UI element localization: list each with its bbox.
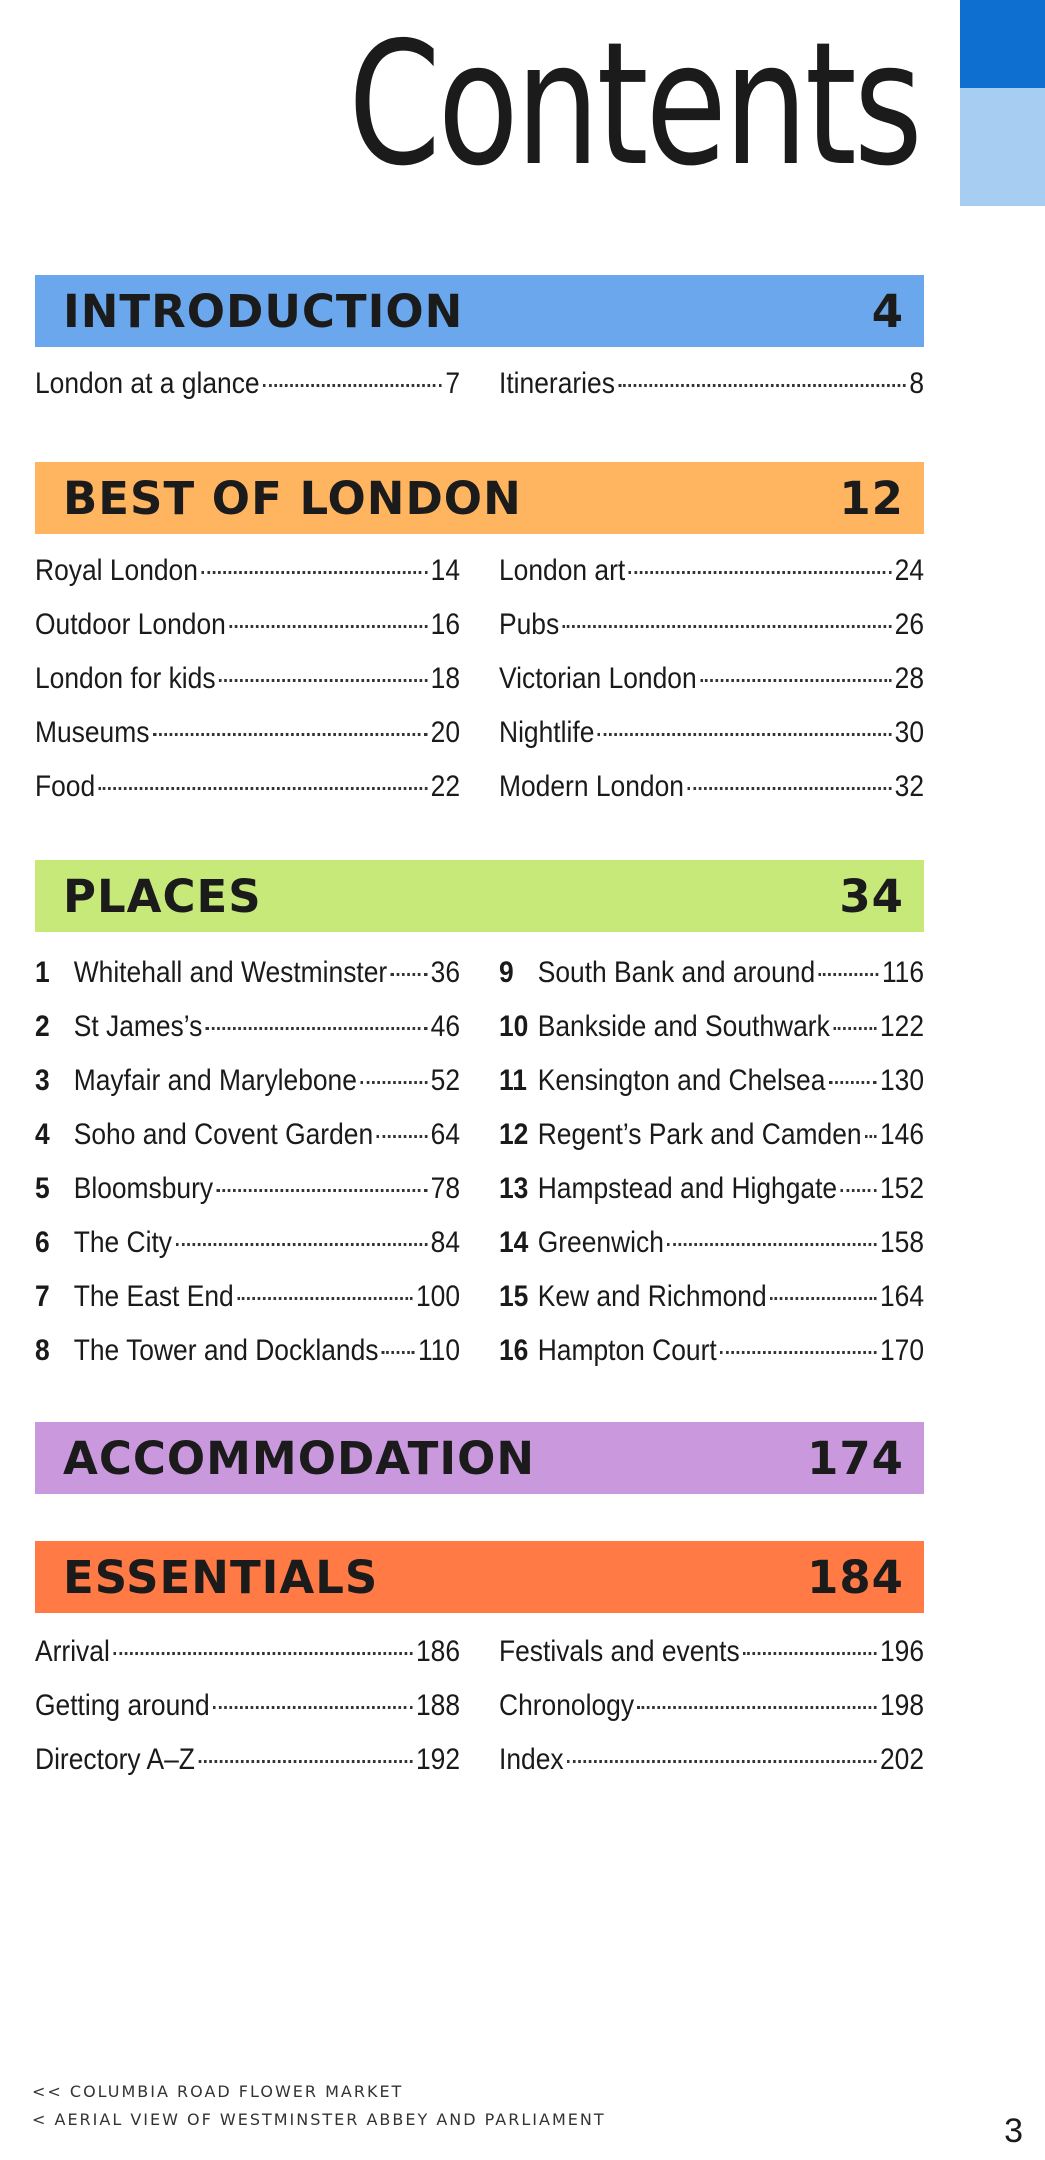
dot-leader [638, 1706, 877, 1709]
dot-leader [687, 787, 891, 790]
toc-entry[interactable] [35, 770, 460, 824]
dot-leader [567, 1760, 876, 1763]
toc-entry-number: 6 [35, 1226, 50, 1259]
toc-entry-label: Festivals and events [499, 1635, 740, 1668]
toc-entry[interactable] [499, 662, 924, 716]
toc-entry[interactable] [499, 1064, 924, 1118]
toc-entry[interactable] [499, 1334, 924, 1388]
toc-entry-page: 186 [415, 1635, 461, 1668]
toc-entry[interactable] [35, 1743, 460, 1797]
dot-leader [219, 679, 427, 682]
toc-entry-label: Arrival [35, 1635, 110, 1668]
places-right [499, 956, 924, 1388]
toc-entry[interactable] [499, 770, 924, 824]
introduction-right [499, 367, 924, 421]
toc-entry-page: 64 [430, 1118, 461, 1151]
toc-entry-page: 14 [430, 554, 461, 587]
dot-leader [819, 973, 879, 976]
dot-leader [618, 384, 905, 387]
essentials-left [35, 1635, 460, 1797]
toc-entry-number: 3 [35, 1064, 50, 1097]
toc-entry-label: Hampstead and Highgate [537, 1172, 838, 1205]
toc-entry-page: 116 [881, 956, 925, 989]
introduction-page: 4 [871, 284, 904, 338]
dot-leader [667, 1243, 876, 1246]
toc-entry-label: Food [35, 770, 96, 803]
toc-entry-page: 20 [430, 716, 461, 749]
toc-entry-page: 110 [417, 1334, 461, 1367]
toc-entry-label: Bloomsbury [73, 1172, 214, 1205]
dot-leader [829, 1081, 877, 1084]
accommodation-page: 174 [807, 1431, 904, 1485]
toc-entry-label: Royal London [35, 554, 198, 587]
page-number: 3 [1004, 2112, 1023, 2150]
toc-entry-label: Directory A–Z [35, 1743, 195, 1776]
section-best-of-london [35, 462, 924, 824]
toc-entry-page: 16 [430, 608, 461, 641]
best-left [35, 554, 460, 824]
section-accommodation [35, 1422, 924, 1494]
dot-leader [213, 1706, 412, 1709]
dot-leader [377, 1135, 427, 1138]
toc-entry-page: 152 [879, 1172, 925, 1205]
section-places [35, 860, 924, 1388]
dot-leader [598, 733, 891, 736]
accommodation-heading: ACCOMMODATION [63, 1431, 535, 1485]
chapter-tab-light [960, 88, 1045, 206]
toc-entry-page: 122 [879, 1010, 925, 1043]
essentials-heading: ESSENTIALS [63, 1550, 379, 1604]
places-page: 34 [839, 869, 904, 923]
toc-entry[interactable] [499, 367, 924, 421]
toc-entry-page: 24 [894, 554, 925, 587]
toc-entry[interactable] [35, 1689, 460, 1743]
toc-entry[interactable] [35, 956, 460, 1010]
toc-entry-page: 46 [430, 1010, 461, 1043]
dot-leader [629, 571, 891, 574]
toc-entry-page: 36 [430, 956, 461, 989]
toc-entry-number: 16 [499, 1334, 529, 1367]
toc-entry-label: Nightlife [499, 716, 595, 749]
dot-leader [720, 1351, 876, 1354]
toc-entry-number: 1 [35, 956, 50, 989]
toc-entry-page: 170 [879, 1334, 925, 1367]
credit-line-2: < AERIAL VIEW OF WESTMINSTER ABBEY AND PARLIAMENT [32, 2110, 606, 2129]
toc-entry-label: Mayfair and Marylebone [73, 1064, 357, 1097]
toc-entry-page: 130 [879, 1064, 925, 1097]
dot-leader [841, 1189, 877, 1192]
toc-entry-number: 13 [499, 1172, 529, 1205]
dot-leader [237, 1297, 412, 1300]
toc-entry-label: Kew and Richmond [537, 1280, 767, 1313]
toc-entry-label: St James’s [73, 1010, 203, 1043]
essentials-right [499, 1635, 924, 1797]
toc-entry-label: The East End [73, 1280, 234, 1313]
dot-leader [382, 1351, 414, 1354]
toc-entry[interactable] [499, 608, 924, 662]
credit-line-1: << COLUMBIA ROAD FLOWER MARKET [32, 2082, 404, 2101]
places-heading: PLACES [63, 869, 262, 923]
toc-entry[interactable] [499, 1118, 924, 1172]
toc-entry[interactable] [35, 554, 460, 608]
toc-entry-label: Bankside and Southwark [537, 1010, 830, 1043]
toc-entry-page: 100 [415, 1280, 461, 1313]
toc-entry[interactable] [499, 554, 924, 608]
toc-entry-label: Modern London [499, 770, 684, 803]
toc-entry-label: Greenwich [537, 1226, 664, 1259]
toc-entry-label: South Bank and around [537, 956, 816, 989]
toc-entry-label: Itineraries [499, 367, 615, 400]
toc-entry[interactable] [35, 1226, 460, 1280]
dot-leader [153, 733, 427, 736]
toc-entry-page: 7 [445, 367, 461, 400]
toc-entry[interactable] [499, 1743, 924, 1797]
toc-entry-label: The Tower and Docklands [73, 1334, 379, 1367]
toc-entry[interactable] [499, 1635, 924, 1689]
best-header[interactable] [35, 462, 924, 534]
toc-entry-number: 10 [499, 1010, 529, 1043]
places-header[interactable] [35, 860, 924, 932]
toc-entry-page: 52 [430, 1064, 461, 1097]
toc-entry-number: 5 [35, 1172, 50, 1205]
best-page: 12 [839, 471, 904, 525]
introduction-header[interactable] [35, 275, 924, 347]
dot-leader [833, 1027, 876, 1030]
toc-entry-page: 192 [415, 1743, 461, 1776]
introduction-heading: INTRODUCTION [63, 284, 464, 338]
toc-entry-page: 26 [894, 608, 925, 641]
best-right [499, 554, 924, 824]
toc-entry-number: 4 [35, 1118, 50, 1151]
toc-entry[interactable] [499, 956, 924, 1010]
toc-entry[interactable] [35, 716, 460, 770]
page-title: Contents [348, 6, 920, 204]
dot-leader [770, 1297, 876, 1300]
toc-entry-label: Regent’s Park and Camden [537, 1118, 862, 1151]
toc-entry-label: Victorian London [499, 662, 697, 695]
toc-entry-number: 2 [35, 1010, 50, 1043]
toc-entry[interactable] [35, 608, 460, 662]
best-heading: BEST OF LONDON [63, 471, 522, 525]
dot-leader [176, 1243, 428, 1246]
toc-entry[interactable] [35, 1010, 460, 1064]
toc-entry-label: Chronology [499, 1689, 635, 1722]
dot-leader [198, 1760, 412, 1763]
toc-entry-label: Pubs [499, 608, 560, 641]
toc-entry-label: Index [499, 1743, 564, 1776]
toc-entry[interactable] [35, 1118, 460, 1172]
dot-leader [865, 1135, 876, 1138]
dot-leader [563, 625, 891, 628]
toc-entry-page: 78 [430, 1172, 461, 1205]
toc-entry[interactable] [35, 367, 460, 421]
toc-entry-number: 8 [35, 1334, 50, 1367]
toc-entry-label: London at a glance [35, 367, 260, 400]
introduction-left [35, 367, 460, 421]
toc-entry-page: 28 [894, 662, 925, 695]
toc-entry-page: 18 [430, 662, 461, 695]
dot-leader [99, 787, 427, 790]
toc-entry[interactable] [499, 1689, 924, 1743]
toc-entry-label: Hampton Court [537, 1334, 717, 1367]
dot-leader [229, 625, 427, 628]
toc-entry-page: 164 [879, 1280, 925, 1313]
toc-entry-label: London art [499, 554, 626, 587]
toc-entry-page: 146 [879, 1118, 925, 1151]
toc-entry-page: 198 [879, 1689, 925, 1722]
dot-leader [700, 679, 891, 682]
toc-entry-number: 7 [35, 1280, 50, 1313]
dot-leader [217, 1189, 428, 1192]
toc-entry-page: 30 [894, 716, 925, 749]
chapter-tab-dark [960, 0, 1045, 88]
toc-entry-number: 11 [499, 1064, 527, 1097]
toc-entry[interactable] [35, 1334, 460, 1388]
section-introduction [35, 275, 924, 421]
photo-credits [32, 2078, 606, 2134]
toc-entry[interactable] [499, 716, 924, 770]
dot-leader [743, 1652, 876, 1655]
toc-entry[interactable] [499, 1226, 924, 1280]
toc-entry-label: Whitehall and Westminster [73, 956, 388, 989]
toc-entry-page: 22 [430, 770, 461, 803]
dot-leader [360, 1081, 427, 1084]
toc-entry-label: Soho and Covent Garden [73, 1118, 374, 1151]
toc-entry-page: 84 [430, 1226, 461, 1259]
accommodation-header[interactable] [35, 1422, 924, 1494]
dot-leader [391, 973, 427, 976]
section-essentials [35, 1541, 924, 1797]
toc-entry[interactable] [35, 1635, 460, 1689]
toc-entry-label: Getting around [35, 1689, 210, 1722]
toc-entry-label: Outdoor London [35, 608, 226, 641]
toc-entry-label: The City [73, 1226, 173, 1259]
essentials-header[interactable] [35, 1541, 924, 1613]
toc-entry[interactable] [35, 662, 460, 716]
toc-entry-page: 188 [415, 1689, 461, 1722]
toc-entry-number: 14 [499, 1226, 529, 1259]
toc-entry-label: Museums [35, 716, 150, 749]
dot-leader [263, 384, 442, 387]
toc-entry[interactable] [35, 1172, 460, 1226]
dot-leader [201, 571, 427, 574]
dot-leader [113, 1652, 412, 1655]
toc-entry-number: 12 [499, 1118, 529, 1151]
toc-entry-label: Kensington and Chelsea [537, 1064, 826, 1097]
toc-entry-page: 32 [894, 770, 925, 803]
toc-entry-label: London for kids [35, 662, 216, 695]
toc-entry-number: 15 [499, 1280, 529, 1313]
toc-entry-page: 158 [879, 1226, 925, 1259]
toc-entry-page: 196 [879, 1635, 925, 1668]
places-left [35, 956, 460, 1388]
toc-entry-number: 9 [499, 956, 514, 989]
toc-entry[interactable] [35, 1064, 460, 1118]
essentials-page: 184 [807, 1550, 904, 1604]
toc-entry[interactable] [499, 1280, 924, 1334]
dot-leader [206, 1027, 427, 1030]
toc-entry[interactable] [499, 1172, 924, 1226]
toc-entry-page: 202 [879, 1743, 925, 1776]
toc-entry[interactable] [35, 1280, 460, 1334]
toc-entry[interactable] [499, 1010, 924, 1064]
toc-entry-page: 8 [909, 367, 925, 400]
